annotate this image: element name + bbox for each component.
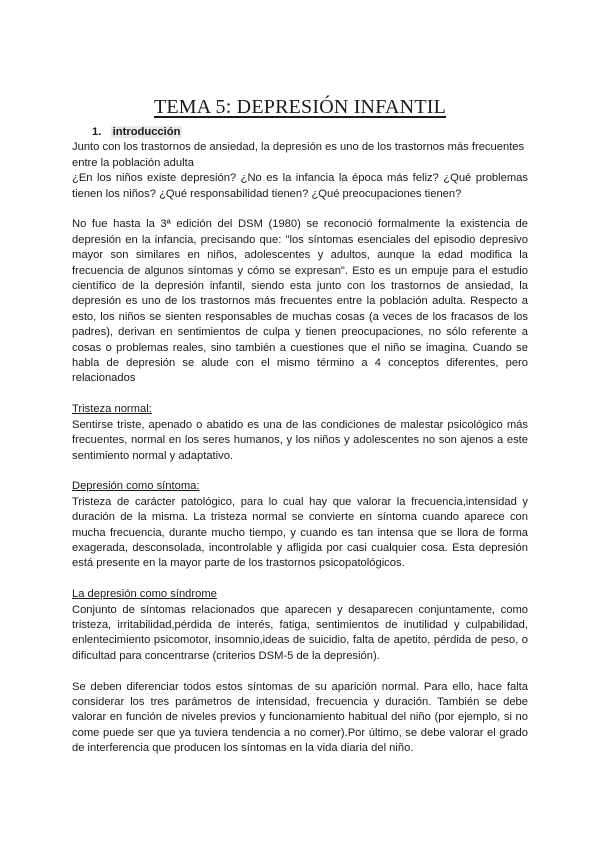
paragraph-tristeza-normal: Sentirse triste, apenado o abatido es una de las condiciones de malestar psicológico más frecuentes, normal en los seres humanos, y los niños y adolescentes no son ajenos a este sentimiento normal y adaptativo. xyxy=(72,418,528,462)
paragraph-depresion-sindrome: Conjunto de síntomas relacionados que aparecen y desaparecen conjuntamente, como tristeza, irritabilidad,pérdida de interés, fatiga, sentimientos de inutilidad y culpabilidad, enlentecimiento psicomotor, insomnio,ideas de suicidio, falta de apetito, pérdida de peso, o dificultad para concentrarse (criterios DSM-5 de la depresión). xyxy=(72,603,528,662)
subheading-depresion-sindrome: La depresión como síndrome xyxy=(72,588,217,601)
document-body xyxy=(72,125,528,757)
intro-line-1: Junto con los trastornos de ansiedad, la depresión es uno de los trastornos más frecuentes xyxy=(72,141,525,154)
document-title: TEMA 5: DEPRESIÓN INFANTIL xyxy=(153,96,447,118)
subheading-tristeza-normal: Tristeza normal: xyxy=(72,403,152,416)
section-heading xyxy=(92,125,528,140)
paragraph-depresion-sintoma: Tristeza de carácter patológico, para lo cual hay que valorar la frecuencia,intensidad y duración de la misma. La tristeza normal se convierte en síntoma cuando aparece con mucha frecuencia, durante mucho tiempo, y cuando es tan intensa que se llora de forma exagerada, desconsolada, incontrolable y afligida por casi cualquier cosa. Esta depresión está presente en la mayor parte de los trastornos psicopatológicos. xyxy=(72,495,528,570)
subheading-depresion-sintoma: Depresión como síntoma: xyxy=(72,480,200,493)
intro-line-2: entre la población adulta xyxy=(72,156,194,169)
questions-paragraph: ¿En los niños existe depresión? ¿No es la infancia la época más feliz? ¿Qué problemas tienen los niños? ¿Qué responsabilidad tienen? ¿Qué preocupaciones tienen? xyxy=(72,172,528,200)
section-heading-text: introducción xyxy=(112,126,181,138)
section-number: 1. xyxy=(92,126,102,138)
closing-paragraph: Se deben diferenciar todos estos síntomas de su aparición normal. Para ello, hace falta considerar los tres parámetros de intensidad, frecuencia y duración. También se debe valorar en función de niveles previos y funcionamiento habitual del niño (por ejemplo, si no come puede ser que ya tuviera tendencia a no comer).Por último, se debe valorar el grado de interferencia que producen los síntomas en la vida diaria del niño. xyxy=(72,680,528,755)
dsm-paragraph: No fue hasta la 3ª edición del DSM (1980) se reconoció formalmente la existencia de depresión en la infancia, precisando que: "los síntomas esenciales del episodio depresivo mayor son similares en niños, adolescentes y adultos, aunque la edad modifica la frecuencia de algunos síntomas y cómo se expresan". Esto es un empuje para el estudio científico de la depresión infantil, siendo esta junto con los trastornos de ansiedad, la depresión es uno de los trastornos más frecuentes entre la población adulta. Respecto a esto, los niños se sienten responsables de muchas cosas (a veces de los fracasos de los padres), derivan en sentimientos de culpa y tienen preocupaciones, no sólo referente a cosas o problemas reales, sino también a cuestiones que el niño se imagina. Cuando se habla de depresión se alude con el mismo término a 4 conceptos diferentes, pero relacionados xyxy=(72,218,528,385)
